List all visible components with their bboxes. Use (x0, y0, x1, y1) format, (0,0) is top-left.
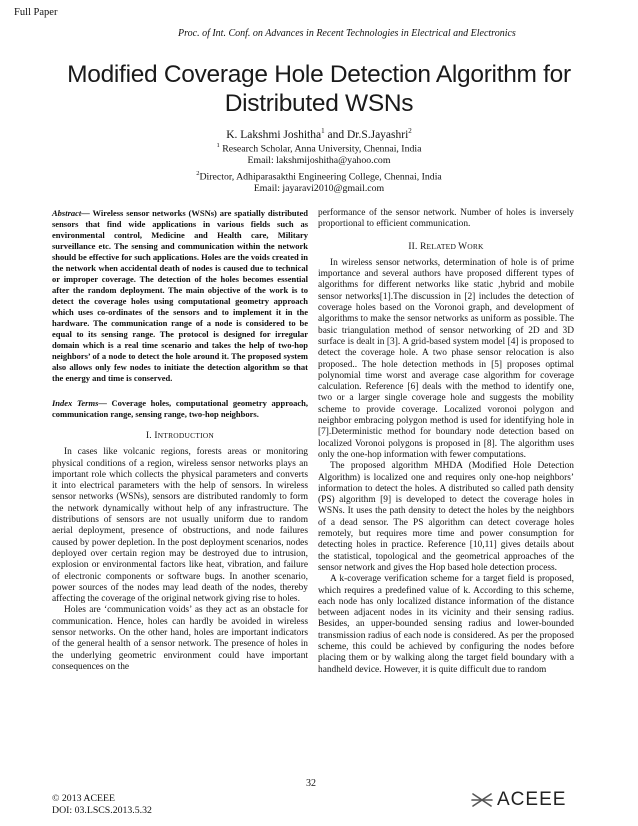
author-1: K. Lakshmi Joshitha (226, 128, 322, 141)
affiliation-1: $^1$ Research Scholar, Anna University, Chennai, India (216, 142, 422, 155)
section-heading-related-work: II. RELATED WORK (408, 241, 484, 252)
footer-copyright (52, 793, 152, 817)
paper-title (40, 60, 598, 118)
doi-text: DOI: 03.LSCS.2013.5.32 (52, 805, 152, 816)
intro-paragraph-1: In cases like volcanic regions, forests areas or monitoring physical conditions of a region, wireless sensor networks plays an important role which collects the physical parameters and converts it into electrical parameters with the help of sensors. In wireless sensor networks (WSNs), sensors are distributed randomly to form the network dynamically without help of any infrastructure. The distributions of sensors are not usually uniform due to random aerial deployment, presence of obstructions, and node failures caused by power depletion. In the post deployment scenarios, nodes deployed over certain region may be destroyed due to intrusion, explosion or environmental factors like heat, vibration, and failure of electronic components or software bugs. In another scenario, power sources of the nodes may lead death of the nodes, thereby affecting the coverage of the original network giving rise to holes. (52, 447, 308, 605)
aceee-logo-icon (470, 790, 494, 810)
abstract (52, 208, 308, 384)
affiliation-2: $^2$Director, Adhiparasakthi Engineering College, Chennai, India (196, 169, 442, 182)
related-paragraph-2: The proposed algorithm MHDA (Modified Hole Detection Algorithm) is localized one and requires only one-hop neighbors’ information to detect the holes. A distributed so called path density (PS) algorithm [9] is developed to detect the coverage holes in WSNs. It uses the path density to detect the holes by the neighbors of a dead sensor. The PS algorithm can detect coverage holes remotely, but requires more time and power consumption for detecting holes in practice. Reference [10,11] gives details about the statistical, topological and the geometrical approaches of the sensor network and gives the Hop based hole detection process. (318, 461, 574, 573)
related-paragraph-3: A k-coverage verification scheme for a target field is proposed, which requires a predefined value of k. According to this scheme, each node has only localized distance information of the distance between adjacent nodes in its vicinity and their sensing radius. Besides, an upper-bounded sensing radius and lower-bounded transmission radius of each node is considered. As per the proposed scheme, this could be achieved by configuring the nodes before placing them or by walking along the target field boundary with a handheld device. However, it is quite difficult due to random (318, 574, 574, 675)
affiliations (80, 140, 558, 195)
author-2-sup: 2 (408, 127, 412, 135)
running-header-left: Full Paper (14, 7, 58, 18)
running-header-right: Proc. of Int. Conf. on Advances in Recent Technologies in Electrical and Electronics (178, 28, 516, 39)
title-line-2: Distributed WSNs (224, 90, 414, 117)
index-terms-text: — Coverage holes, computational geometry approach, communication range, sensing range, two-hop neighbors. (52, 398, 308, 419)
abstract-label: Abstract (52, 208, 82, 218)
intro-continuation: performance of the sensor network. Number of holes is inversely proportional to efficient communication. (318, 208, 574, 230)
index-terms (52, 398, 308, 420)
left-column (52, 208, 308, 673)
email-1: Email: lakshmijoshitha@yahoo.com (247, 155, 391, 167)
aceee-logo (470, 789, 566, 811)
page-number: 32 (306, 778, 316, 789)
copyright-text: © 2013 ACEEE (52, 793, 115, 804)
email-2: Email: jayaravi2010@gmail.com (253, 183, 385, 195)
index-terms-label: Index Terms (52, 398, 99, 408)
author-2: and Dr.S.Jayashri (324, 128, 409, 141)
section-heading-introduction: I. INTRODUCTION (145, 431, 215, 441)
aceee-logo-text: ACEEE (497, 789, 567, 810)
related-paragraph-1: In wireless sensor networks, determination of hole is of prime importance and several authors have proposed different types of algorithms for different networks like static ,hybrid and mobile sensor networks[1].The discussion in [2] includes the detection of coverage holes based on the Voronoi graph, and development of algorithms to make the sensor networks as uniform as possible. The basic triangulation method of sensor networking of 2D and 3D surface is dealt in [3]. A grid-based system model [4] is proposed to detect the coverage hole. A two phase sensor relocation is also proposed.. The hole detection methods in [5] proposes optimal polynomial time worst and average case algorithm for coverage calculation. Reference [6] deals with the method to identify one, two or a larger single coverage hole and suggests the mobility scheme to provide coverage. Localized voronoi polygon and neighbor embracing polygon method is used for identifying hole in [7].Deterministic method for boundary node detection based on localized Voronoi polygons is proposed in [8]. The algorithm uses only the one-hop information with fewer computations. (318, 257, 574, 460)
intro-paragraph-2: Holes are ‘communication voids’ as they act as an obstacle for communication. Hence, holes can hardly be avoided in wireless sensor networks. On the other hand, holes are important indicators of the general health of a sensor network. The presence of holes in the underlying geometric environment could have important consequences on the (52, 605, 308, 672)
abstract-text: — Wireless sensor networks (WSNs) are spatially distributed sensors that find wide applications in various fields such as environmental control, Medicine and Health care, Military surveillance etc. The sensing and communication within the network should be effective for such applications. Holes are the voids created in the network when accidental death of nodes is caused due to technical or improper coverage. The detection of the holes becomes essential after the random deployment. The main objective of the work is to detect the coverage holes using computational geometry approach which uses co-ordinates of the sensors and to implement it in the hardware. The communication range of a node is considered to be equal to its sensing range. The protocol is designed for irregular domain which is a real time scenario and takes the help of two-hop neighbors’ of a node to detect the hole around it. The proposed system also allows only few nodes to initiate the detection algorithm so that the energy and time is conserved. (52, 208, 308, 383)
right-column (318, 208, 574, 676)
author-1-sup: 1 (321, 127, 325, 135)
title-line-1: Modified Coverage Hole Detection Algorithm for (67, 61, 571, 88)
